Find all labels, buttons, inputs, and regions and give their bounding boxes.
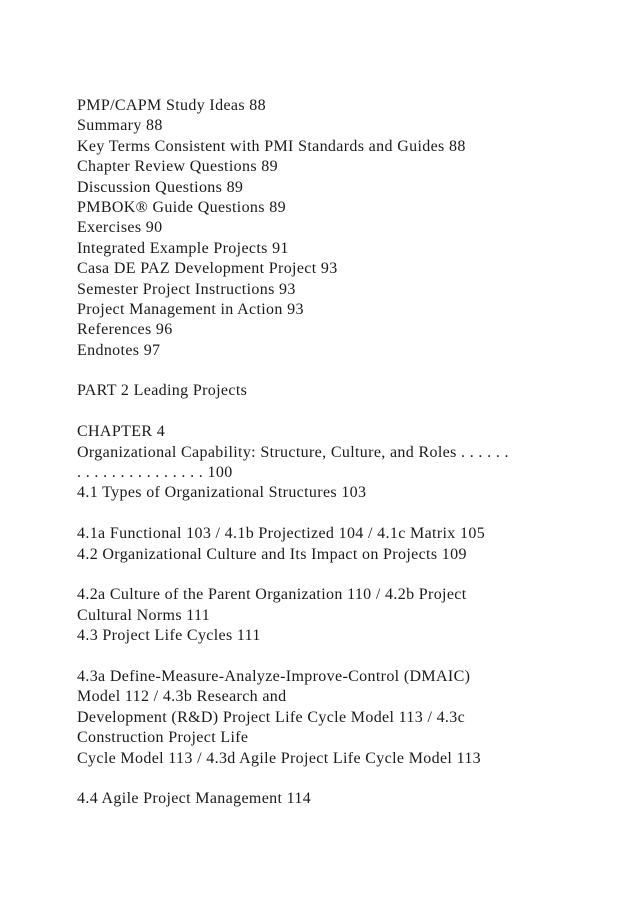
blank-line (77, 647, 617, 667)
blank-line (77, 504, 617, 524)
subsection-entry: Cultural Norms 111 (77, 606, 211, 624)
section-entry: 4.2 Organizational Culture and Its Impact on Projects 109 (77, 545, 467, 563)
subsection-entry: Model 112 / 4.3b Research and (77, 688, 287, 706)
section-entry: 4.1 Types of Organizational Structures 103 (77, 484, 367, 502)
subsection-entry: Development (R&D) Project Life Cycle Model 113 / 4.3c (77, 708, 466, 726)
toc-line: PMP/CAPM Study Ideas 88 (77, 97, 266, 114)
subsection-entry: 4.2a Culture of the Parent Organization 110 / 4.2b Project (77, 586, 467, 604)
part-heading: PART 2 Leading Projects (77, 382, 248, 400)
subsection-entry: Construction Project Life (77, 729, 249, 747)
toc-line: References 96 (77, 321, 173, 339)
toc-line: Casa DE PAZ Development Project 93 (77, 260, 338, 278)
blank-line (77, 565, 617, 585)
toc-line: PMBOK® Guide Questions 89 (77, 198, 286, 216)
toc-line: Exercises 90 (77, 219, 163, 237)
table-of-contents-text (77, 96, 617, 810)
chapter-heading: CHAPTER 4 (77, 423, 166, 441)
toc-line: Key Terms Consistent with PMI Standards and Guides 88 (77, 137, 466, 155)
toc-line: Project Management in Action 93 (77, 300, 304, 318)
chapter-title-leader: . . . . . . . . . . . . . . . 100 (77, 464, 233, 482)
subsection-entry: Cycle Model 113 / 4.3d Agile Project Life Cycle Model 113 (77, 749, 482, 767)
toc-line: Semester Project Instructions 93 (77, 280, 296, 298)
blank-line (77, 769, 617, 789)
toc-line: Discussion Questions 89 (77, 178, 244, 196)
toc-line: Integrated Example Projects 91 (77, 239, 289, 257)
blank-line (77, 402, 617, 422)
section-entry: 4.3 Project Life Cycles 111 (77, 627, 261, 645)
toc-line: Endnotes 97 (77, 341, 161, 359)
section-entry: 4.4 Agile Project Management 114 (77, 790, 312, 808)
subsection-entry: 4.1a Functional 103 / 4.1b Projectized 104 / 4.1c Matrix 105 (77, 525, 486, 543)
toc-line: Chapter Review Questions 89 (77, 158, 278, 176)
blank-line (77, 361, 617, 381)
toc-line: Summary 88 (77, 117, 163, 135)
chapter-title: Organizational Capability: Structure, Culture, and Roles . . . . . . (77, 443, 509, 461)
subsection-entry: 4.3a Define-Measure-Analyze-Improve-Control (DMAIC) (77, 667, 471, 685)
